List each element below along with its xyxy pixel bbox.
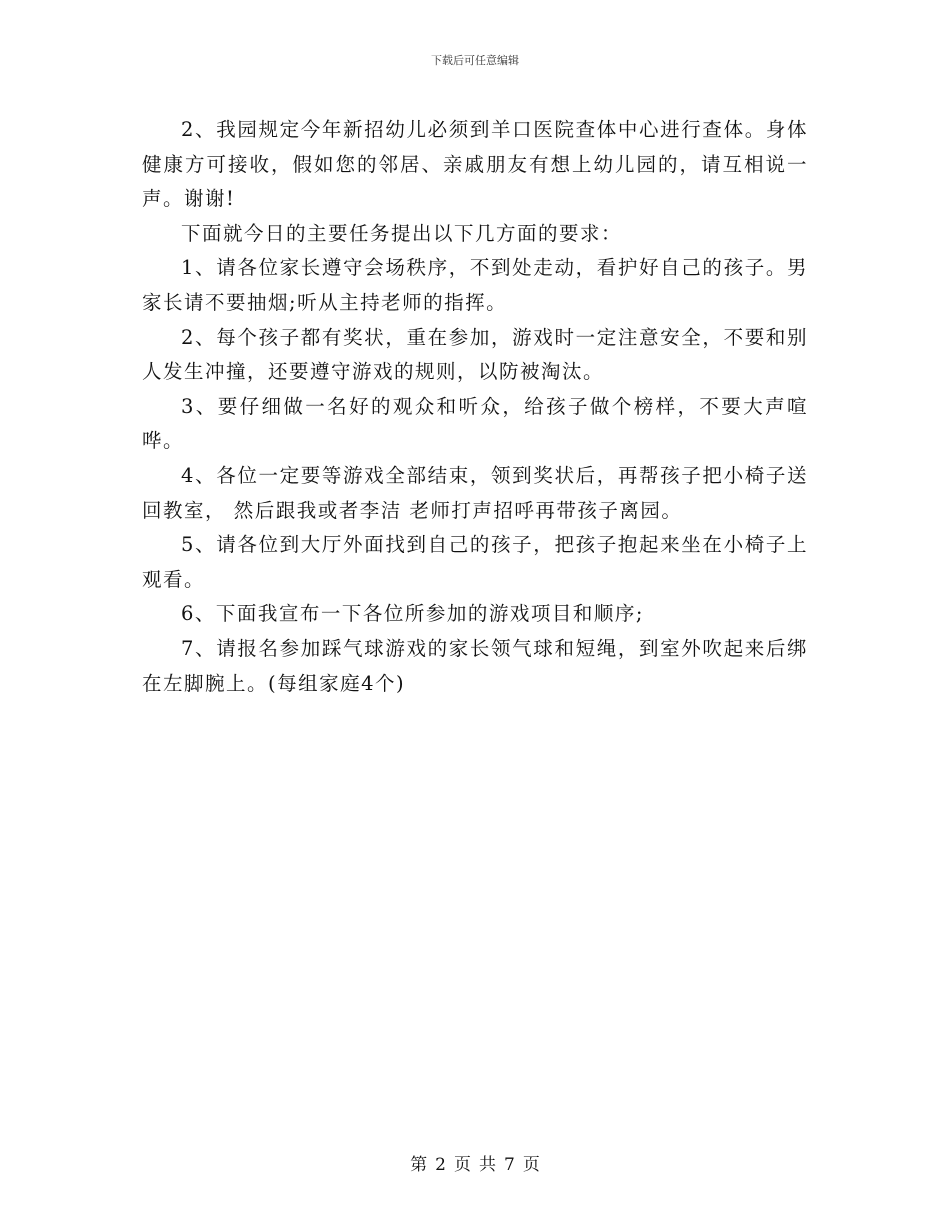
paragraph-item-4: 4、各位一定要等游戏全部结束，领到奖状后，再帮孩子把小椅子送回教室， 然后跟我或者李洁 老师打声招呼再带孩子离园。 (142, 463, 808, 522)
footer-prefix: 第 (410, 1155, 428, 1175)
paragraph-registration-notice: 2、我园规定今年新招幼儿必须到羊口医院查体中心进行查体。身体健康方可接收，假如您的邻居、亲戚朋友有想上幼儿园的，请互相说一声。谢谢! (142, 118, 808, 211)
paragraph-item-7: 7、请报名参加踩气球游戏的家长领气球和短绳，到室外吹起来后绑在左脚腕上。(每组家庭4个) (142, 636, 808, 695)
footer-total-pages: 7 (504, 1155, 515, 1175)
paragraph-item-1: 1、请各位家长遵守会场秩序，不到处走动，看护好自己的孩子。男家长请不要抽烟;听从主持老师的指挥。 (142, 256, 808, 314)
paragraph-requirements-intro: 下面就今日的主要任务提出以下几方面的要求： (181, 221, 623, 245)
page-header: 下载后可任意编辑 (431, 54, 519, 67)
footer-suffix: 页 (522, 1155, 540, 1175)
document-body (142, 113, 808, 701)
page-footer (0, 1153, 950, 1177)
footer-current-page: 2 (435, 1155, 446, 1175)
paragraph-item-3: 3、要仔细做一名好的观众和听众，给孩子做个榜样，不要大声喧哗。 (142, 394, 808, 453)
paragraph-item-5: 5、请各位到大厅外面找到自己的孩子，把孩子抱起来坐在小椅子上观看。 (142, 533, 808, 591)
footer-page-word: 页 (454, 1155, 471, 1175)
paragraph-item-6: 6、下面我宣布一下各位所参加的游戏项目和顺序; (181, 602, 644, 626)
footer-total-word: 共 (479, 1155, 496, 1175)
paragraph-item-2: 2、每个孩子都有奖状，重在参加，游戏时一定注意安全，不要和别人发生冲撞，还要遵守游戏的规则，以防被淘汰。 (142, 325, 808, 384)
